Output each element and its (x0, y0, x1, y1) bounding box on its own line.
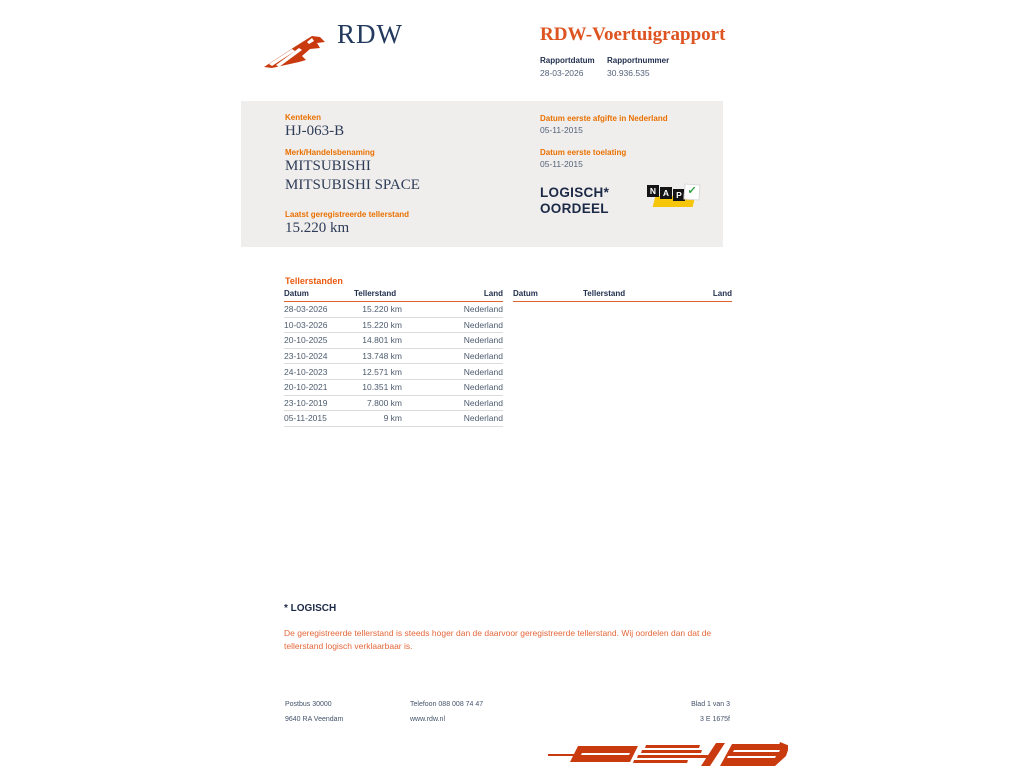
table-row: 10-03-2026 15.220 km Nederland (284, 318, 503, 334)
table-row: 23-10-2019 7.800 km Nederland (284, 396, 503, 412)
report-title: RDW-Voertuigrapport (540, 24, 726, 45)
table-row: 28-03-2026 15.220 km Nederland (284, 302, 503, 318)
col-header-datum: Datum (284, 289, 309, 298)
footer-address-line1: Postbus 30000 (285, 701, 332, 708)
tellerstand-label: Laatst geregistreerde tellerstand (285, 210, 410, 219)
col-header-datum: Datum (513, 289, 538, 298)
tellerstand-value: 15.220 km (285, 220, 350, 236)
tellerstanden-section-title: Tellerstanden (285, 276, 343, 286)
footer-page-number: Blad 1 van 3 (691, 701, 730, 708)
oordeel-line2: OORDEEL (540, 201, 609, 216)
rdw-stripes-graphic (548, 741, 788, 768)
table-row: 23-10-2024 13.748 km Nederland (284, 349, 503, 365)
nap-logo (647, 184, 699, 210)
toelating-value: 05-11-2015 (540, 159, 583, 169)
footer-phone: Telefoon 088 008 74 47 (410, 701, 484, 708)
report-number-value: 30.936.535 (607, 68, 650, 78)
nap-letter-p: P (673, 189, 685, 201)
tellerstanden-table-left (284, 289, 503, 427)
col-header-tellerstand: Tellerstand (354, 289, 397, 298)
rdw-logo-text: RDW (337, 19, 403, 49)
oordeel-line1: LOGISCH* (540, 185, 610, 200)
nap-letter-n: N (647, 185, 659, 197)
rdw-eagle-logo-icon (261, 34, 333, 70)
afgifte-value: 05-11-2015 (540, 125, 583, 135)
table-header-row (284, 289, 503, 302)
oordeel-verdict (540, 185, 609, 217)
table-header-row (513, 289, 732, 302)
nap-checkmark-icon: ✓ (683, 183, 700, 200)
vehicle-summary-panel (241, 101, 723, 247)
afgifte-label: Datum eerste afgifte in Nederland (540, 114, 668, 123)
col-header-land: Land (483, 289, 503, 298)
table-row: 24-10-2023 12.571 km Nederland (284, 364, 503, 380)
kenteken-value: HJ-063-B (285, 123, 345, 139)
footer-doc-code: 3 E 1675f (700, 716, 730, 723)
footer-address-line2: 9640 RA Veendam (285, 716, 344, 723)
footer-website: www.rdw.nl (410, 716, 446, 723)
table-row: 20-10-2021 10.351 km Nederland (284, 380, 503, 396)
col-header-land: Land (712, 289, 732, 298)
col-header-tellerstand: Tellerstand (583, 289, 626, 298)
report-number-label: Rapportnummer (607, 56, 670, 65)
logisch-note-title: * LOGISCH (284, 603, 337, 614)
nap-letter-a: A (660, 187, 672, 199)
kenteken-label: Kenteken (285, 113, 322, 122)
table-row: 20-10-2025 14.801 km Nederland (284, 333, 503, 349)
toelating-label: Datum eerste toelating (540, 148, 627, 157)
report-date-value: 28-03-2026 (540, 68, 584, 78)
tellerstanden-table-right (513, 289, 732, 302)
merk-label: Merk/Handelsbenaming (285, 148, 375, 157)
handelsbenaming-value: MITSUBISHI SPACE (285, 177, 420, 193)
merk-value: MITSUBISHI (285, 158, 371, 174)
report-date-label: Rapportdatum (540, 56, 595, 65)
table-row: 05-11-2015 9 km Nederland (284, 411, 503, 427)
logisch-note-body: De geregistreerde tellerstand is steeds hoger dan de daarvoor geregistreerde tellerstand. Wij oordelen dan dat de tellerstand logisch verklaarbaar is. (284, 627, 712, 651)
